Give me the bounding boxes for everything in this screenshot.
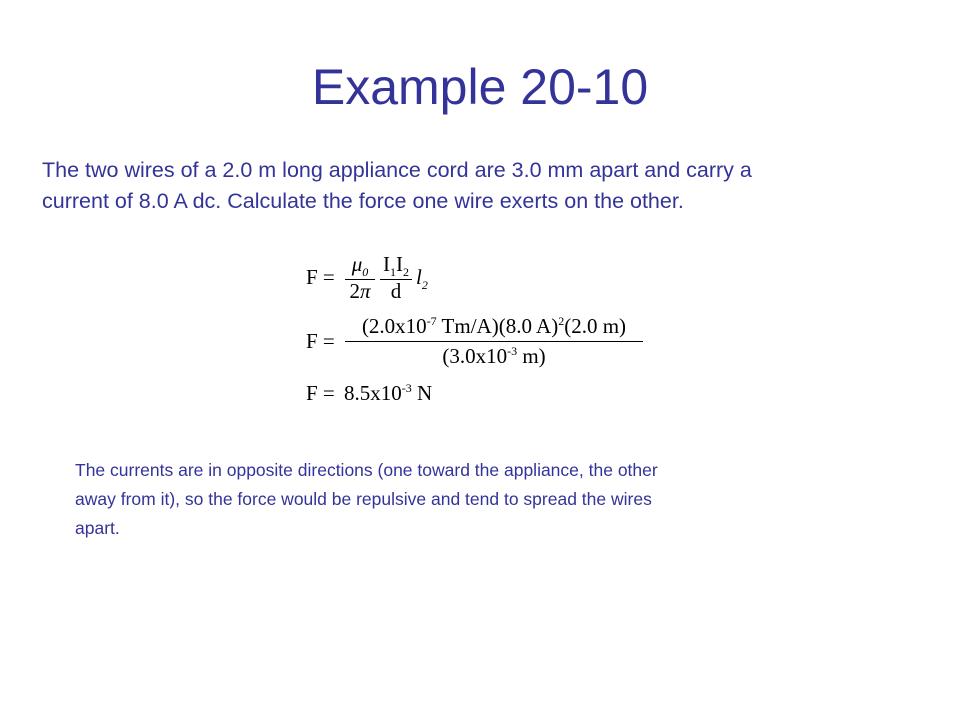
eq1-mu0: $\mu_0$ (351, 252, 369, 280)
eq2-lhs: F = (306, 329, 335, 353)
eq2-fraction-bar (345, 341, 643, 342)
problem-line-1: The two wires of a 2.0 m long appliance cord are 3.0 mm apart and carry a (42, 158, 752, 182)
eq1-i1i2: $I_1I_2$ (383, 252, 409, 280)
note-line-2: away from it), so the force would be repulsive and tend to spread the wires (75, 489, 652, 509)
explanation-note (75, 456, 895, 543)
slide-title: Example 20-10 (311, 59, 649, 115)
eq2-fraction (345, 314, 643, 370)
equation-force-substituted (306, 314, 646, 370)
note-line-3: apart. (75, 518, 120, 538)
eq1-2pi: 2π (349, 279, 371, 303)
eq3-result: $8.5x10^{-3}$ N (344, 381, 433, 405)
eq1-lhs: F = (306, 265, 335, 289)
equation-force-formula (306, 254, 446, 304)
eq2-denominator: ($3.0x10^{-3}$ m) (442, 344, 546, 368)
eq2-numerator: ($2.0x10^{-7}$ Tm/A)(8.0 A)$^2$(2.0 m) (361, 314, 627, 338)
note-line-1: The currents are in opposite directions (one toward the appliance, the other (75, 460, 658, 480)
eq1-length: $l_2$ (416, 265, 428, 293)
eq1-fraction-currents-over-d (380, 254, 412, 304)
equation-force-result (306, 381, 466, 409)
problem-statement (42, 155, 942, 217)
eq1-fraction-mu-over-2pi (345, 254, 375, 304)
eq1-d: d (390, 279, 402, 303)
eq3-lhs: F = (306, 381, 335, 405)
problem-line-2: current of 8.0 A dc. Calculate the force one wire exerts on the other. (42, 189, 684, 213)
